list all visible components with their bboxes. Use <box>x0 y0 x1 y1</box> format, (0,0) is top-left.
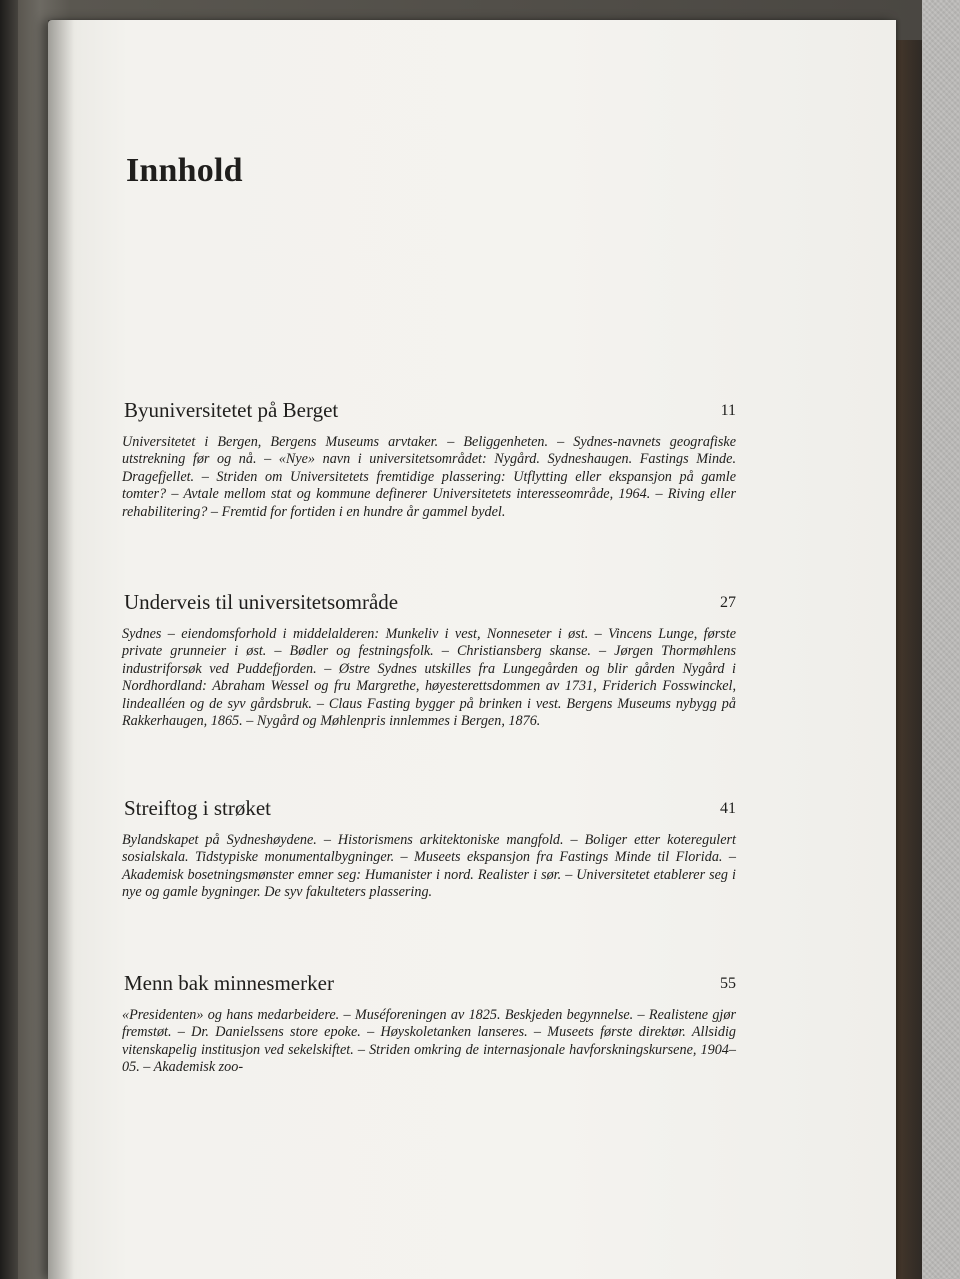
toc-entry-title: Underveis til universitetsområde <box>124 590 399 614</box>
toc-entry-title: Byuniversitetet på Berget <box>124 398 339 422</box>
toc-entry-page-number: 41 <box>720 800 736 817</box>
toc-entry <box>122 398 736 521</box>
toc-entry-header <box>122 590 736 620</box>
toc-entry-page-number: 11 <box>720 402 736 419</box>
toc-entry <box>122 796 736 902</box>
toc-entry-description: Bylandskapet på Sydneshøydene. – Historismens arkitektoniske mangfold. – Boliger etter koteregulert sosialskala. Tidstypiske monumentalbygninger. – Museets ekspansjon fra Fastings Minde til Florida. – Akademisk bosetningsmønster emner seg: Humanister i nord. Realister i sør. – Universitetet etablerer seg i nye og gamle bygninger. De syv fakulteters plassering. <box>122 832 736 901</box>
page-heading: Innhold <box>126 152 243 189</box>
toc-entry-page-number: 27 <box>720 594 736 611</box>
toc-entry <box>122 971 736 1077</box>
toc-entry-header <box>122 796 736 826</box>
toc-entry-description: Sydnes – eiendomsforhold i middelalderen: Munkeliv i vest, Nonneseter i øst. – Vincens Lunge, første private grunneier i øst. – Bødler og festningsfolk. – Christiansberg skanse. – Jørgen Thormøhlens industriforsøk ved Puddefjorden. – Østre Sydnes utskilles fra Lungegården og blir gården Nygård i Nordhordland: Abraham Wessel og fru Margrethe, høyesterettsdommen av 1731, Friderich Fosswinckel, lindealléen og de syv gårdsbruk. – Claus Fasting bygger på brinken i vest. Bergens Museums nybygg på Rakkerhaugen, 1865. – Nygård og Møhlenpris innlemmes i Bergen, 1876. <box>122 626 736 730</box>
toc-entry-title: Streiftog i strøket <box>124 796 271 820</box>
toc-entry-header <box>122 398 736 428</box>
toc-entry <box>122 590 736 730</box>
toc-entry-description: Universitetet i Bergen, Bergens Museums arvtaker. – Beliggenheten. – Sydnes-navnets geografiske utstrekning før og nå. – «Nye» navn i universitetsområdet: Nygård. Sydneshaugen. Fastings Minde. Dragefjellet. – Striden om Universitetets fremtidige plassering: Utflytting eller ekspansjon på gamle tomter? – Avtale mellom stat og kommune definerer Universitetets interesseområde, 1964. – Riving eller rehabilitering? – Fremtid for fortiden i en hundre år gammel bydel. <box>122 434 736 520</box>
toc-entry-title: Menn bak minnesmerker <box>124 971 334 995</box>
toc-entry-header <box>122 971 736 1001</box>
toc-entry-page-number: 55 <box>720 975 736 992</box>
book-spine-edge <box>0 0 18 1279</box>
toc-entry-description: «Presidenten» og hans medarbeidere. – Muséforeningen av 1825. Beskjeden begynnelse. – Realistene gjør fremstøt. – Dr. Danielssens store epoke. – Høyskoletanken lanseres. – Museets første direktør. Allsidig vitenskapelig institusjon ved sekelskiftet. – Striden omkring de internasjonale havforskningskursene, 1904–05. – Akademisk zoo- <box>122 1007 736 1076</box>
